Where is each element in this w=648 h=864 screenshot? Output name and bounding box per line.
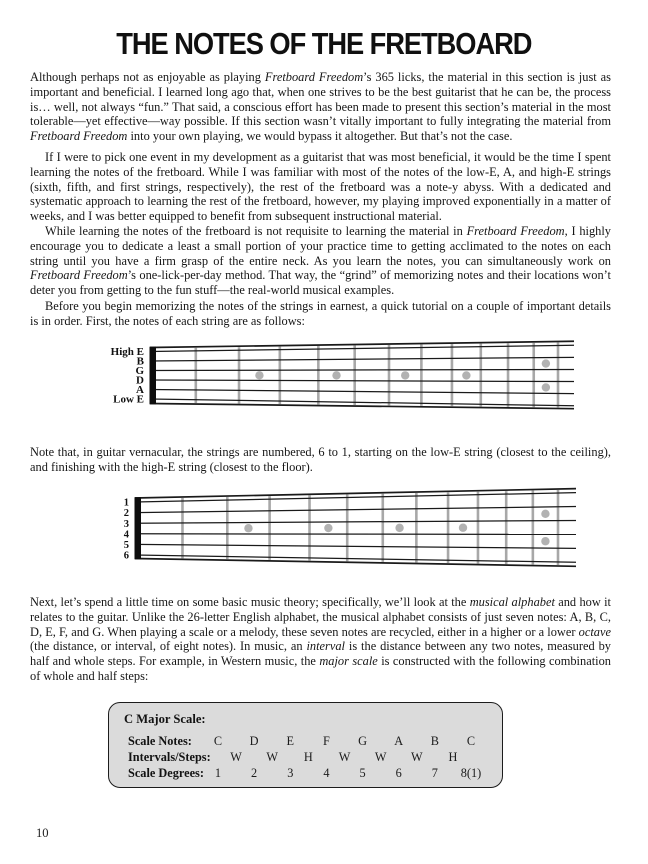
scale-note: F <box>322 734 330 748</box>
string-label: G <box>135 365 144 378</box>
scale-note: E <box>286 734 295 748</box>
scale-degree: 7 <box>431 766 438 780</box>
intervals-steps-label: Intervals/Steps: <box>128 750 211 764</box>
scale-note: C <box>213 734 223 748</box>
inlay-dot <box>324 524 332 532</box>
scale-degrees-label: Scale Degrees: <box>128 766 204 780</box>
interval-step: W <box>374 750 387 764</box>
paragraph-encouragement: While learning the notes of the fretboard is not requisite to learning the material in Fretboard Freedom, I highly encourage you to dedicate a least a small portion of your practice time to getting acclimated to the notes on each string until you have a firm grasp of the entire neck. As you learn the notes, you can simultaneously work on Fretboard Freedom’s one-lick-per-day method. That way, the “grind” of memorizing notes and their locations won’t deter you from getting to the fun stuff—the real-world musical examples. <box>30 224 611 298</box>
interval-step: H <box>448 750 458 764</box>
interval-step: W <box>410 750 423 764</box>
scale-note: D <box>249 734 259 748</box>
string-label: 2 <box>123 508 129 520</box>
interval-step: W <box>338 750 351 764</box>
c-major-scale-box <box>108 702 503 788</box>
page-number: 10 <box>36 826 49 840</box>
scale-degree: 3 <box>287 766 294 780</box>
string-line <box>150 380 574 382</box>
scale-degree: 5 <box>359 766 366 780</box>
string-label: D <box>136 374 144 387</box>
scale-degree: 2 <box>251 766 258 780</box>
scale-degree: 8(1) <box>460 766 482 780</box>
inlay-dot <box>244 524 252 532</box>
nut <box>150 347 157 405</box>
string-line <box>135 507 576 513</box>
string-label: 3 <box>123 518 129 530</box>
scale-note: A <box>394 734 404 748</box>
inlay-dot <box>541 537 549 545</box>
string-line <box>135 520 576 523</box>
string-label: High E <box>110 346 144 359</box>
string-label: Low E <box>113 393 144 406</box>
inlay-dot <box>395 524 403 532</box>
scale-note: C <box>466 734 476 748</box>
string-line <box>150 357 574 361</box>
paragraph-intro: Although perhaps not as enjoyable as playing Fretboard Freedom’s 365 licks, the material in this section is just as important and beneficial. I learned long ago that, when one strives to be the best guitarist that he can be, the process is… well, not always “fun.” That said, a conscious effort has been made to present this section’s material in the most tolerable—yet effective—way possible. If this section wasn’t vitally important to fully integrating the material from Fretboard Freedom into your own playing, we would bypass it altogether. But that’s not the case. <box>30 70 611 144</box>
nut <box>135 497 142 559</box>
inlay-dot <box>332 371 340 379</box>
inlay-dot <box>255 371 263 379</box>
string-label: 4 <box>123 529 129 541</box>
paragraph-music-theory: Next, let’s spend a little time on some basic music theory; specifically, we’ll look at the musical alphabet and how it relates to the guitar. Unlike the 26-letter English alphabet, the musical alphabet consists of just seven notes: A, B, C, D, E, F, and G. When playing a scale or a melody, these seven notes are recycled, either in a higher or a lower octave (the distance, or interval, of eight notes). In music, an interval is the distance between any two notes, measured by half and whole steps. For example, in Western music, the major scale is constructed with the following combination of whole and half steps: <box>30 595 611 683</box>
board-edge-bottom <box>135 559 576 567</box>
scale-note: B <box>430 734 439 748</box>
string-label: A <box>136 384 144 397</box>
inlay-dot <box>462 371 470 379</box>
interval-step: H <box>303 750 313 764</box>
interval-step: W <box>230 750 242 764</box>
paragraph-string-numbering-note: Note that, in guitar vernacular, the strings are numbered, 6 to 1, starting on the low-E string (closest to the ceiling), and finishing with the high-E string (closest to the floor). <box>30 445 611 474</box>
string-label: 5 <box>123 539 129 551</box>
string-line <box>150 390 574 394</box>
scale-degree: 6 <box>395 766 402 780</box>
scale-box-heading: C Major Scale: <box>124 712 206 726</box>
inlay-dot <box>541 510 549 518</box>
scale-degree: 4 <box>323 766 330 780</box>
board-edge-top <box>135 489 576 498</box>
inlay-dot <box>459 524 467 532</box>
string-line <box>135 544 576 548</box>
scale-notes-label: Scale Notes: <box>128 734 192 748</box>
scale-note: G <box>358 734 367 748</box>
string-label: 6 <box>123 550 129 562</box>
fretboard-diagram-top <box>30 338 590 423</box>
string-line <box>135 555 576 562</box>
paragraph-personal-history: If I were to pick one event in my development as a guitarist that was most beneficial, it would be the time I spent learning the notes of the fretboard. While I was familiar with most of the notes of the low-E, A, and high-E strings (sixth, fifth, and first strings, respectively), the rest of the fretboard was a note-y abyss. With a dedicated and systematic approach to learning the rest of the fretboard, however, my playing improved exponentially in a matter of weeks, and I was better equipped to benefit from subsequent instructional material. <box>30 150 611 224</box>
fretboard-diagram-bottom <box>30 483 590 578</box>
string-line <box>150 369 574 370</box>
paragraph-tutorial-lead-in: Before you begin memorizing the notes of the strings in earnest, a quick tutorial on a couple of important details is in order. First, the notes of each string are as follows: <box>30 299 611 328</box>
inlay-dot <box>542 359 550 367</box>
scale-degree: 1 <box>214 766 222 780</box>
interval-step: W <box>266 750 279 764</box>
page-title: THE NOTES OF THE FRETBOARD <box>116 26 532 61</box>
string-label: 1 <box>123 497 129 509</box>
string-label: B <box>136 355 144 368</box>
string-line <box>135 534 576 535</box>
inlay-dot <box>542 383 550 391</box>
inlay-dot <box>401 371 409 379</box>
